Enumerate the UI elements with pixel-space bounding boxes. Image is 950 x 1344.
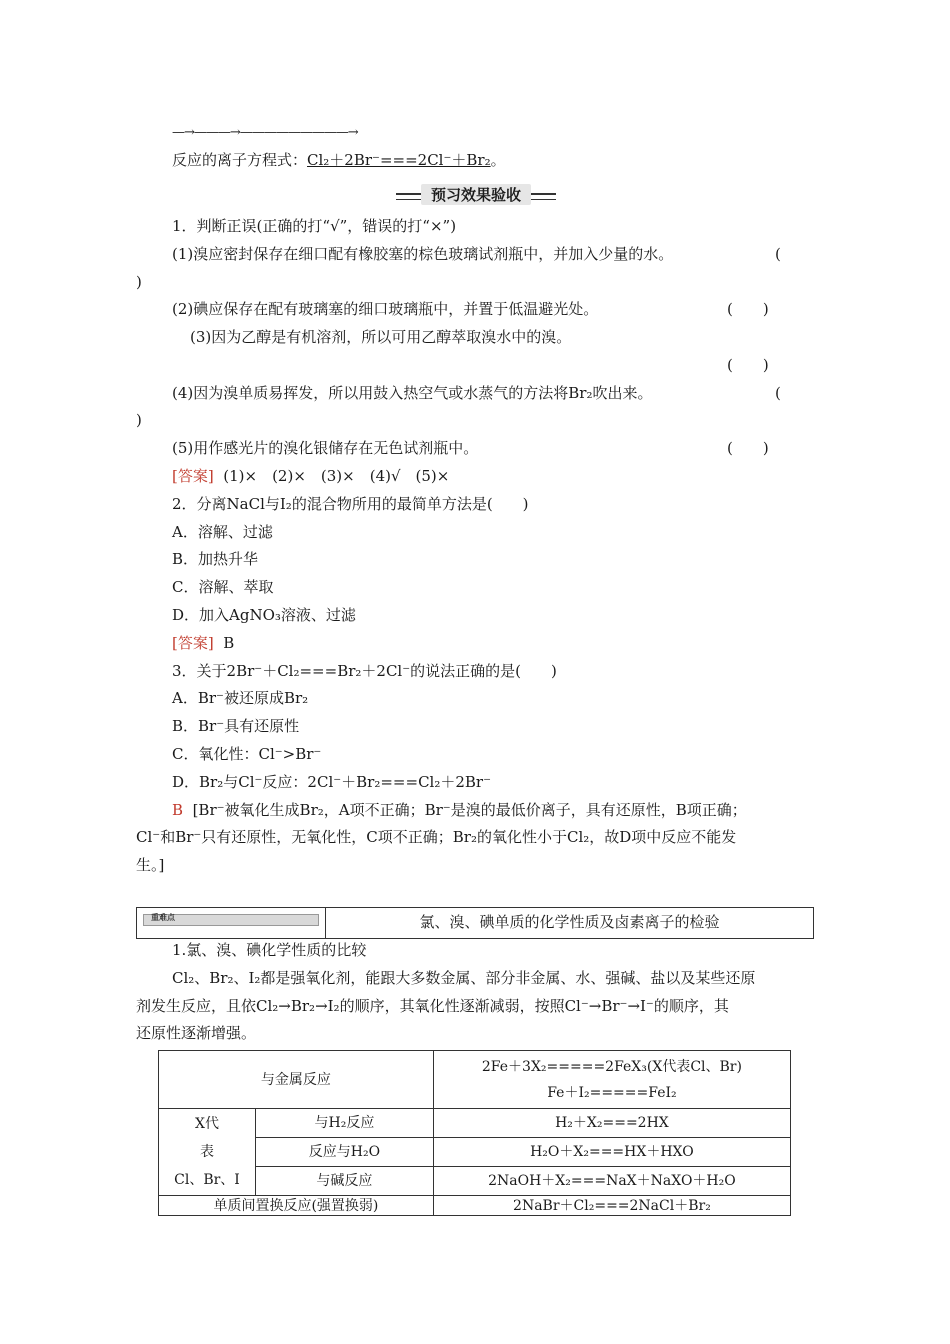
q3-explanation-1 [172,800,747,820]
section-title: 氯、溴、碘单质的化学性质及卤素离子的检验 [419,913,720,931]
compare-paragraph-3: 还原性逐渐增强。 [136,1024,257,1042]
q3-option-a: A．Br⁻被还原成Br₂ [172,689,309,707]
q3-explain-text-1: [Br⁻被氧化生成Br₂，A项不正确；Br⁻是溴的最低价离子，具有还原性，B项正确； [192,801,747,819]
q3-option-b: B．Br⁻具有还原性 [172,717,300,735]
q3-explanation-3: 生。] [136,856,165,874]
q1-item-2: (2)碘应保存在配有玻璃塞的细口玻璃瓶中，并置于低温避光处。 [172,300,599,318]
q1-item-4-paren: ( [775,384,781,402]
q2-option-a: A．溶解、过滤 [172,523,273,541]
reaction-label: 反应的离子方程式： [172,151,308,169]
q3-stem: 3．关于2Br⁻＋Cl₂===Br₂＋2Cl⁻的说法正确的是( ) [172,662,557,680]
q1-item-2-paren: ( ) [727,300,769,318]
table-row [159,1196,791,1216]
displacement-equation: 2NaBr＋Cl₂===2NaCl＋Br₂ [433,1196,790,1216]
metal-eq-1: 2Fe＋3X₂=====2FeX₃(X代表Cl、Br) [481,1058,742,1075]
metal-eq-2: Fe＋I₂=====FeI₂ [547,1084,677,1101]
table-row [159,1109,791,1138]
q1-item-3: (3)因为乙醇是有机溶剂，所以可用乙醇萃取溴水中的溴。 [190,328,572,346]
reaction-equation: Cl₂＋2Br⁻===2Cl⁻＋Br₂ [307,151,491,169]
row-equation: 2NaOH＋X₂===NaX＋NaXO＋H₂O [433,1167,790,1196]
x-label-1: X代 [195,1116,219,1132]
row-equation: H₂O＋X₂===HX＋HXO [433,1138,790,1167]
q2-option-b: B．加热升华 [172,550,259,568]
reaction-end: 。 [490,151,506,169]
q1-item-4-paren-wrap: ) [136,411,142,429]
x-label-cell [159,1109,256,1196]
answer-tag: [答案] [172,467,214,485]
q1-item-1-paren: ( [775,245,781,263]
compare-paragraph-1: Cl₂、Br₂、I₂都是强氧化剂，能跟大多数金属、部分非金属、水、强碱、盐以及某些还原 [172,969,756,987]
arrow-line: —→———→—————————→ [172,125,358,140]
q1-item-4: (4)因为溴单质易挥发，所以用鼓入热空气或水蒸气的方法将Br₂吹出来。 [172,384,653,402]
q1-item-5: (5)用作感光片的溴化银储存在无色试剂瓶中。 [172,439,479,457]
reaction-equation-line [172,150,506,170]
q1-item-5-paren: ( ) [727,439,769,457]
q1-item-1: (1)溴应密封保存在细口配有橡胶塞的棕色玻璃试剂瓶中，并加入少量的水。 [172,245,674,263]
q3-explanation-2: Cl⁻和Br⁻只有还原性，无氧化性，C项不正确；Br₂的氧化性小于Cl₂，故D项中反应不能发 [136,828,737,846]
q1-item-3-paren: ( ) [727,356,769,374]
answer-tag: [答案] [172,634,214,652]
q2-stem: 2．分离NaCl与I₂的混合物所用的最简单方法是( ) [172,495,529,513]
section-tag [137,908,326,938]
q1-answer: (1)× (2)× (3)× (4)√ (5)× [223,467,450,485]
row-equation: H₂＋X₂===2HX [433,1109,790,1138]
q1-stem: 1．判断正误(正确的打“√”，错误的打“×”) [172,217,457,235]
q2-option-c: C．溶解、萃取 [172,578,274,596]
compare-heading: 1.氯、溴、碘化学性质的比较 [172,941,367,959]
metal-reaction-equations [433,1051,790,1109]
comparison-table [158,1050,791,1216]
row-label: 与H₂反应 [256,1109,434,1138]
displacement-label: 单质间置换反应(强置换弱) [159,1196,434,1216]
section-header [136,907,814,939]
row-label: 与碱反应 [256,1167,434,1196]
banner-title: 预习效果验收 [421,184,531,205]
q3-option-d: D．Br₂与Cl⁻反应：2Cl⁻＋Br₂===Cl₂＋2Br⁻ [172,773,492,791]
row-label: 反应与H₂O [256,1138,434,1167]
q2-answer-line [172,633,234,653]
q1-item-1-paren-wrap: ) [136,273,142,291]
metal-reaction-label: 与金属反应 [159,1051,434,1109]
q3-answer-letter: B [172,801,184,819]
q3-option-c: C．氧化性：Cl⁻>Br⁻ [172,745,322,763]
x-label-3: Cl、Br、I [174,1172,240,1188]
section-banner [396,183,556,205]
x-label-2: 表 [200,1144,214,1160]
section-badge: 重难点 [151,913,175,922]
q1-answer-line [172,466,449,486]
q2-answer: B [223,634,235,652]
q2-option-d: D．加入AgNO₃溶液、过滤 [172,606,356,624]
table-row [159,1051,791,1109]
compare-paragraph-2: 剂发生反应，且依Cl₂→Br₂→I₂的顺序，其氧化性逐渐减弱，按照Cl⁻→Br⁻→I⁻的顺序，其 [136,997,729,1015]
